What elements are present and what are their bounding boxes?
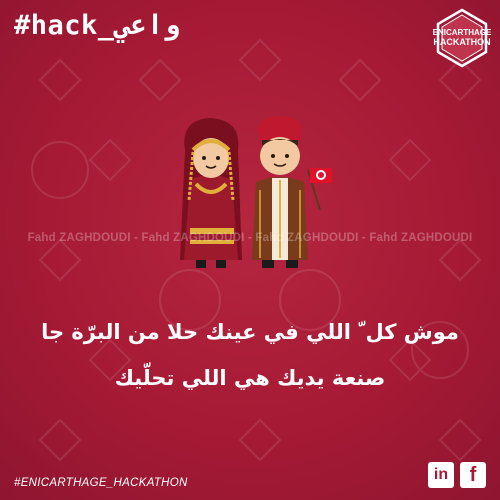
footer-hashtag[interactable]: #ENICARTHAGE_HACKATHON: [14, 477, 188, 489]
traditional-couple-illustration: [160, 110, 350, 275]
man-figure: [252, 116, 332, 268]
hashtag-title: #hack_واعي: [14, 10, 180, 41]
logo-line1: ENICARTHAGE: [432, 28, 492, 37]
logo-line2: HACKATHON: [433, 37, 491, 47]
linkedin-icon[interactable]: in: [428, 462, 454, 488]
facebook-icon[interactable]: f: [460, 462, 486, 488]
poem-line-1: موش كل ّ اللي في عينك حلا من البرّة جا: [41, 320, 459, 344]
hackathon-logo-text: [432, 8, 492, 68]
poem-line-2: صنعة يديك هي اللي تحلّيك: [114, 366, 386, 390]
woman-figure: [180, 118, 242, 268]
author-watermark: Fahd ZAGHDOUDI - Fahd ZAGHDOUDI - Fahd ZAGHDOUDI - Fahd ZAGHDOUDI: [27, 232, 473, 244]
